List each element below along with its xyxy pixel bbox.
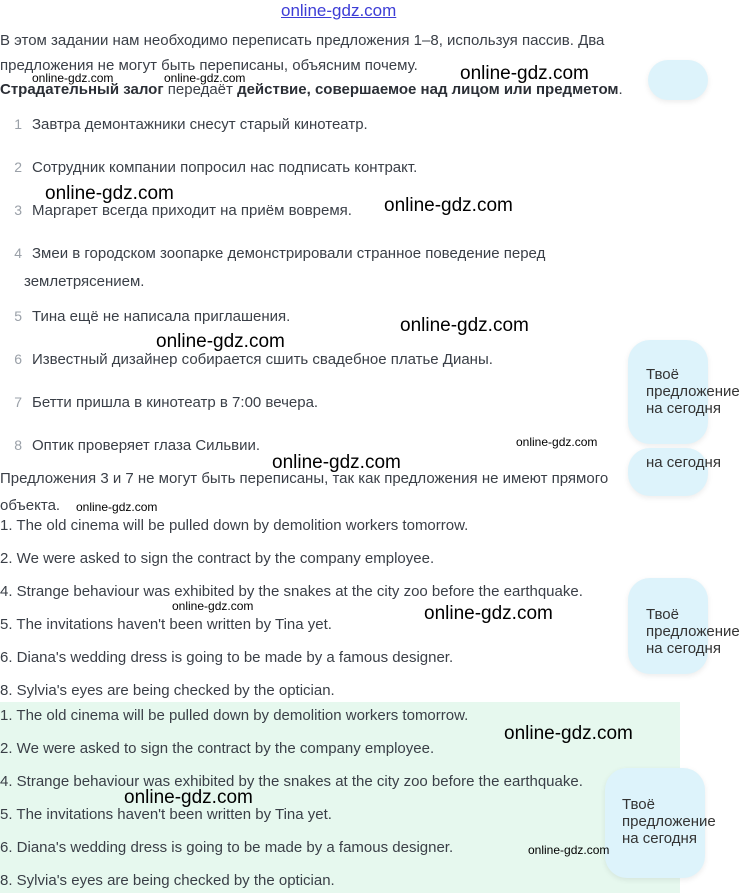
ru-num: 4: [14, 245, 22, 261]
ru-sentence-8: [0, 437, 260, 454]
ru-num: 2: [14, 159, 22, 175]
ru-text: Маргарет всегда приходит на приём вовремя.: [32, 202, 352, 219]
rule-end: .: [618, 81, 623, 98]
bubble-text: Твоё предложение на сегодня: [646, 366, 740, 417]
ru-text: Змеи в городском зоопарке демонстрировали странное поведение перед: [32, 245, 546, 262]
ru-text: Сотрудник компании попросил нас подписать контракт.: [32, 159, 418, 176]
watermark-link[interactable]: online-gdz.com: [281, 1, 397, 20]
watermark: online-gdz.com: [156, 331, 285, 352]
ru-num: 3: [14, 202, 22, 218]
ru-text: Тина ещё не написала приглашения.: [32, 308, 291, 325]
ru-text: Бетти пришла в кинотеатр в 7:00 вечера.: [32, 394, 319, 411]
note-text: Предложения 3 и 7 не могут быть переписаны, так как предложения не имеют прямого объекта.: [0, 470, 609, 514]
answer-line-highlight: 5. The invitations haven't been written by Tina yet.: [0, 806, 332, 823]
ru-sentence-6: [0, 351, 493, 368]
ru-sentence-4: [0, 245, 545, 262]
watermark: online-gdz.com: [124, 787, 253, 808]
suggestion-bubble[interactable]: [628, 448, 721, 496]
ru-num: 5: [14, 308, 22, 324]
ru-sentence-1: [0, 116, 368, 133]
rule-term: Страдательный залог: [0, 81, 164, 98]
rule-mid: передаёт: [163, 81, 238, 98]
watermark: online-gdz.com: [172, 599, 254, 613]
rule-definition: действие, совершаемое над лицом или предметом: [237, 81, 619, 98]
ru-sentence-4-cont: землетрясением.: [24, 273, 145, 290]
ru-num: 6: [14, 351, 22, 367]
ru-text: Оптик проверяет глаза Сильвии.: [32, 437, 261, 454]
watermark: online-gdz.com: [460, 63, 589, 84]
watermark: online-gdz.com: [45, 183, 174, 204]
ru-text: Известный дизайнер собирается сшить свадебное платье Дианы.: [32, 351, 493, 368]
ru-num: 1: [14, 116, 22, 132]
bubble-text: Твоё предложение на сегодня: [646, 606, 740, 657]
ru-num: 8: [14, 437, 22, 453]
intro-text: В этом задании нам необходимо переписать предложения 1–8, используя пассив. Два предложения не могут быть переписаны, объясним почему.: [0, 32, 605, 74]
watermark: online-gdz.com: [76, 500, 158, 514]
watermark: online-gdz.com: [504, 723, 633, 744]
answer-line: 1. The old cinema will be pulled down by demolition workers tomorrow.: [0, 517, 469, 534]
suggestion-bubble[interactable]: [605, 768, 716, 878]
ru-num: 7: [14, 394, 22, 410]
ru-sentence-5: [0, 308, 290, 325]
ru-sentence-7: [0, 394, 318, 411]
answer-line: 6. Diana's wedding dress is going to be made by a famous designer.: [0, 649, 454, 666]
answer-line: 4. Strange behaviour was exhibited by the snakes at the city zoo before the earthquake.: [0, 583, 583, 600]
bubble-text: Твоё предложение на сегодня: [622, 796, 716, 847]
answer-line: 8. Sylvia's eyes are being checked by the optician.: [0, 682, 335, 699]
watermark: online-gdz.com: [516, 435, 598, 449]
answer-line-highlight: 2. We were asked to sign the contract by the company employee.: [0, 740, 435, 757]
watermark: online-gdz.com: [528, 843, 610, 857]
bubble-text: на сегодня: [646, 454, 721, 471]
watermark: online-gdz.com: [32, 71, 114, 85]
watermark: online-gdz.com: [272, 452, 401, 473]
answer-line: 5. The invitations haven't been written by Tina yet.: [0, 616, 332, 633]
suggestion-bubble[interactable]: [628, 578, 740, 674]
answer-line: 2. We were asked to sign the contract by the company employee.: [0, 550, 435, 567]
watermark: online-gdz.com: [164, 71, 246, 85]
watermark: online-gdz.com: [384, 195, 513, 216]
watermark: online-gdz.com: [424, 603, 553, 624]
watermark: online-gdz.com: [400, 315, 529, 336]
suggestion-bubble[interactable]: [648, 60, 708, 100]
ru-sentence-2: [0, 159, 417, 176]
answer-line-highlight: 6. Diana's wedding dress is going to be made by a famous designer.: [0, 839, 454, 856]
answer-line-highlight: 4. Strange behaviour was exhibited by the snakes at the city zoo before the earthquake.: [0, 773, 583, 790]
suggestion-bubble[interactable]: [628, 340, 740, 444]
answer-line-highlight: 1. The old cinema will be pulled down by demolition workers tomorrow.: [0, 707, 469, 724]
ru-text: Завтра демонтажники снесут старый кинотеатр.: [32, 116, 368, 133]
answer-line-highlight: 8. Sylvia's eyes are being checked by the optician.: [0, 872, 335, 889]
